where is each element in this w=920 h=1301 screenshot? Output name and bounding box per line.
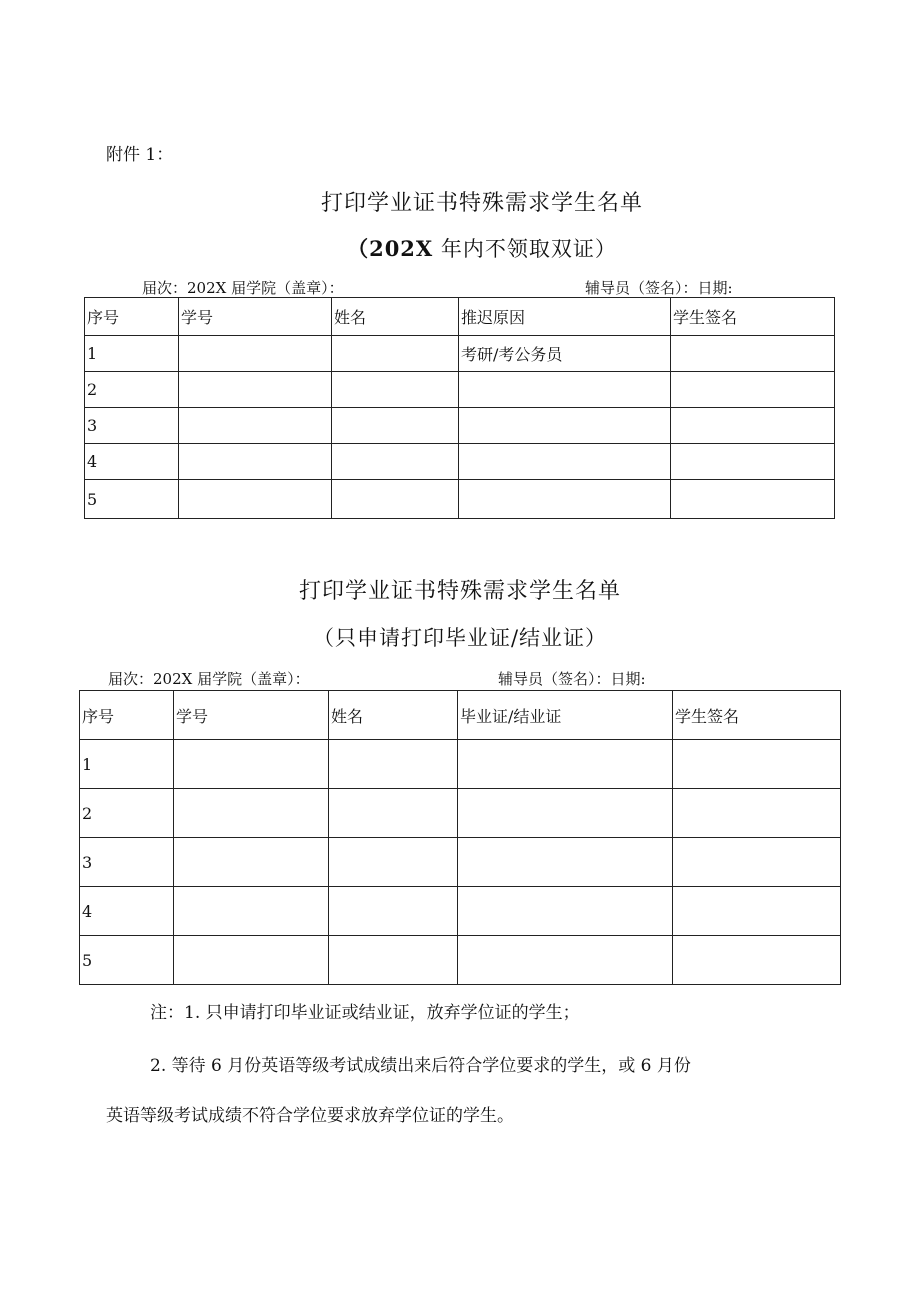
table-cell[interactable] xyxy=(332,408,459,444)
table-row xyxy=(80,789,841,838)
table-cell[interactable] xyxy=(179,480,332,519)
table-cell[interactable] xyxy=(458,936,673,985)
table-cell[interactable] xyxy=(671,444,835,480)
header-cell: 推迟原因 xyxy=(459,298,671,336)
table-cell[interactable] xyxy=(332,444,459,480)
header-cell: 姓名 xyxy=(329,691,458,740)
section1-subtitle-rest: 年内不领取双证） xyxy=(433,237,617,261)
table-row xyxy=(80,838,841,887)
note-line-3: 英语等级考试成绩不符合学位要求放弃学位证的学生。 xyxy=(106,1106,514,1126)
table-cell[interactable]: 3 xyxy=(85,408,179,444)
table-cell[interactable] xyxy=(174,789,329,838)
section2-meta-left: 届次：202X 届学院（盖章）： xyxy=(108,670,310,688)
table-cell[interactable] xyxy=(332,336,459,372)
section1-meta-right: 辅导员（签名）：日期: xyxy=(585,279,733,297)
header-cell: 学号 xyxy=(174,691,329,740)
table-cell[interactable] xyxy=(673,789,841,838)
table-row xyxy=(80,740,841,789)
table-cell[interactable]: 5 xyxy=(85,480,179,519)
header-cell: 毕业证/结业证 xyxy=(458,691,673,740)
table-row xyxy=(85,336,835,372)
table-cell[interactable] xyxy=(673,838,841,887)
section1-meta-left: 届次：202X 届学院（盖章）： xyxy=(142,279,344,297)
header-cell: 序号 xyxy=(85,298,179,336)
table-cell[interactable] xyxy=(458,838,673,887)
header-cell: 序号 xyxy=(80,691,174,740)
table-cell[interactable]: 1 xyxy=(85,336,179,372)
table-cell[interactable] xyxy=(174,740,329,789)
table-row xyxy=(85,372,835,408)
table-cell[interactable]: 考研/考公务员 xyxy=(459,336,671,372)
table-cell[interactable] xyxy=(329,740,458,789)
note-line-2: 2. 等待 6 月份英语等级考试成绩出来后符合学位要求的学生，或 6 月份 xyxy=(150,1056,691,1076)
table-cell[interactable]: 1 xyxy=(80,740,174,789)
table-cell[interactable] xyxy=(174,838,329,887)
section1-title: 打印学业证书特殊需求学生名单 xyxy=(320,191,643,216)
table-cell[interactable] xyxy=(332,480,459,519)
note-line-1: 注：1. 只申请打印毕业证或结业证，放弃学位证的学生； xyxy=(150,1003,580,1023)
table-cell[interactable] xyxy=(329,887,458,936)
table-row xyxy=(85,444,835,480)
section2-subtitle: （只申请打印毕业证/结业证） xyxy=(312,626,608,650)
section2-meta-right: 辅导员（签名）：日期: xyxy=(498,670,646,688)
table-cell[interactable]: 2 xyxy=(80,789,174,838)
table-row xyxy=(85,408,835,444)
table-cell[interactable]: 3 xyxy=(80,838,174,887)
table-cell[interactable] xyxy=(179,336,332,372)
table-row xyxy=(85,480,835,519)
table-cell[interactable] xyxy=(671,336,835,372)
header-cell: 学生签名 xyxy=(671,298,835,336)
section2-title: 打印学业证书特殊需求学生名单 xyxy=(298,579,621,604)
table-cell[interactable] xyxy=(673,887,841,936)
table-cell[interactable]: 4 xyxy=(85,444,179,480)
table-cell[interactable] xyxy=(673,936,841,985)
table-cell[interactable]: 2 xyxy=(85,372,179,408)
attachment-label: 附件 1： xyxy=(106,145,174,165)
table-cell[interactable] xyxy=(329,789,458,838)
table-cell[interactable] xyxy=(179,408,332,444)
section1-subtitle-bold: （202X xyxy=(347,236,434,261)
table-cell[interactable] xyxy=(458,887,673,936)
table-row xyxy=(80,887,841,936)
table-header-row xyxy=(85,298,835,336)
table-cell[interactable] xyxy=(673,740,841,789)
table-cell[interactable] xyxy=(174,936,329,985)
table-cell[interactable]: 5 xyxy=(80,936,174,985)
table-cell[interactable] xyxy=(174,887,329,936)
table-cell[interactable] xyxy=(671,480,835,519)
table-cell[interactable] xyxy=(459,480,671,519)
table-cell[interactable] xyxy=(329,838,458,887)
table-cell[interactable] xyxy=(329,936,458,985)
table-cell[interactable]: 4 xyxy=(80,887,174,936)
table-cell[interactable] xyxy=(459,408,671,444)
table-cell[interactable] xyxy=(458,740,673,789)
table-cell[interactable] xyxy=(459,444,671,480)
header-cell: 姓名 xyxy=(332,298,459,336)
section1-subtitle xyxy=(22,233,920,263)
table-cell[interactable] xyxy=(179,372,332,408)
table-cell[interactable] xyxy=(671,408,835,444)
table-cell[interactable] xyxy=(332,372,459,408)
table-cell[interactable] xyxy=(671,372,835,408)
header-cell: 学号 xyxy=(179,298,332,336)
table-cell[interactable] xyxy=(458,789,673,838)
table-row xyxy=(80,936,841,985)
section2-table xyxy=(79,690,841,985)
table-cell[interactable] xyxy=(179,444,332,480)
table-header-row xyxy=(80,691,841,740)
section1-table xyxy=(84,297,835,519)
header-cell: 学生签名 xyxy=(673,691,841,740)
table-cell[interactable] xyxy=(459,372,671,408)
